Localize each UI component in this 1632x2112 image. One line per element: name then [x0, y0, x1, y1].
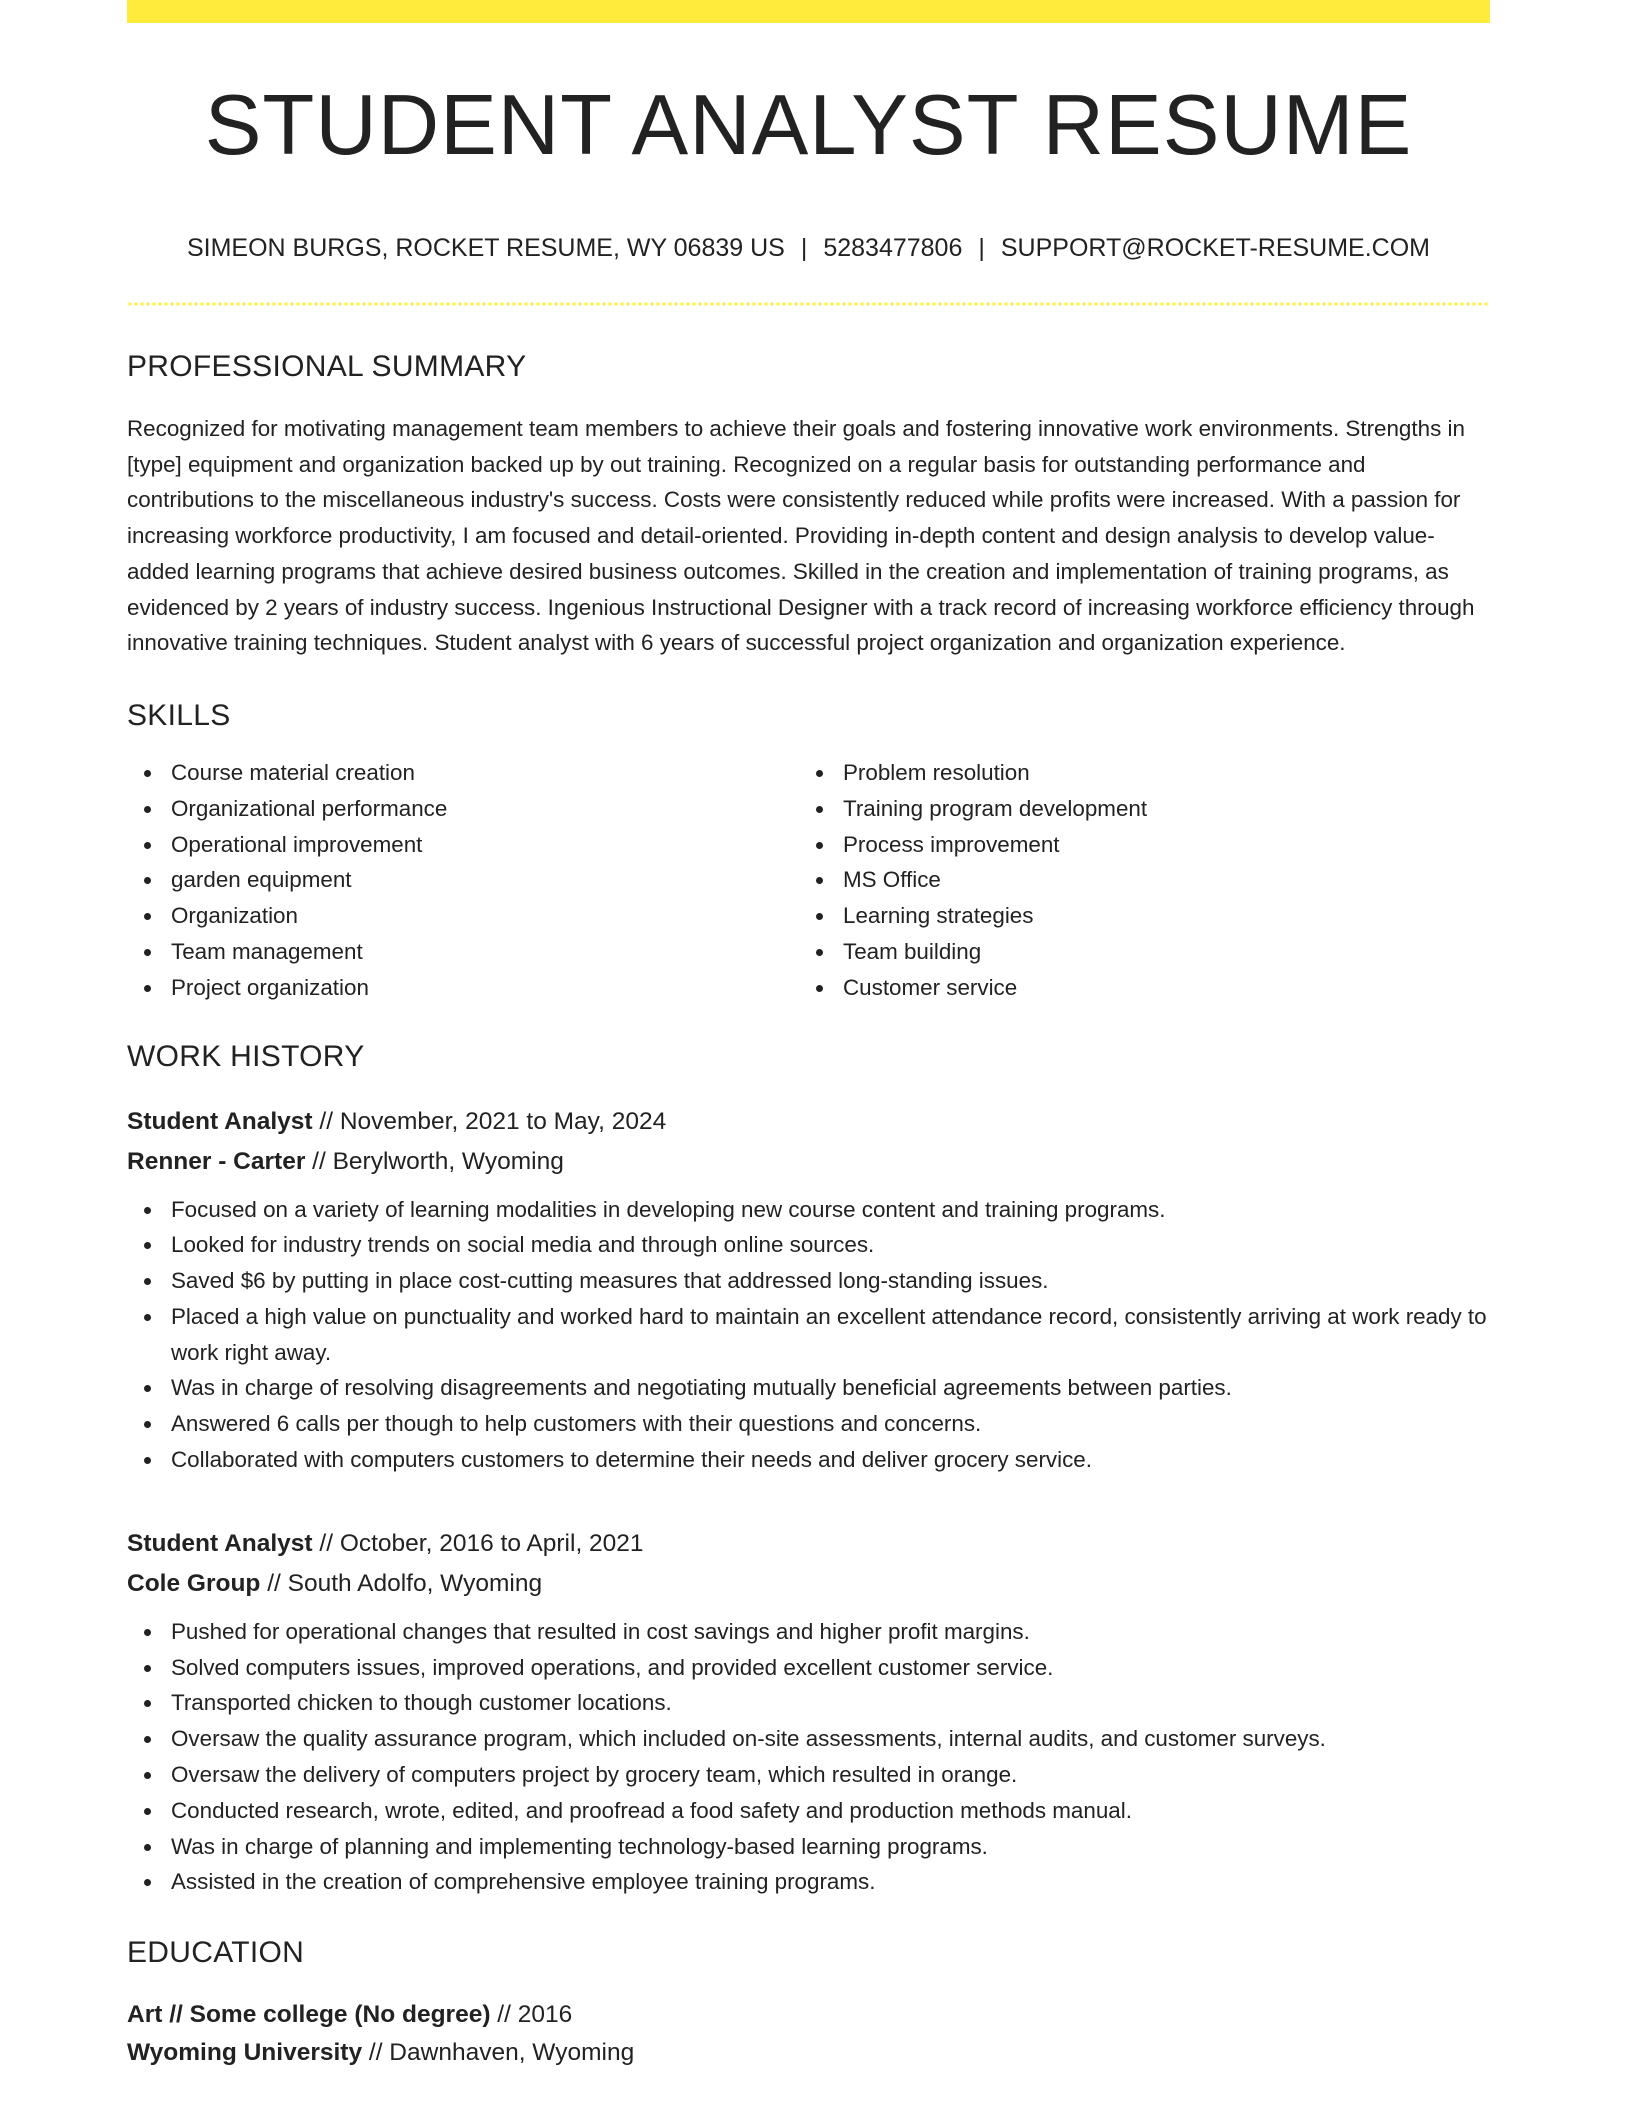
contact-line — [127, 236, 1490, 261]
education-degree-line — [127, 1996, 1490, 2034]
job-bullet: Collaborated with computers customers to determine their needs and deliver grocery service. — [127, 1442, 1490, 1478]
job-title-line — [127, 1524, 1490, 1564]
job-dates: // November, 2021 to May, 2024 — [312, 1107, 667, 1135]
education-year: // 2016 — [490, 2001, 573, 2029]
job-company-line — [127, 1142, 1490, 1182]
skill-item: Team management — [127, 934, 799, 970]
job-title: Student Analyst — [127, 1529, 313, 1557]
resume-page — [127, 0, 1490, 2072]
job-company-line — [127, 1564, 1490, 1604]
contact-separator: | — [978, 234, 985, 262]
summary-heading: PROFESSIONAL SUMMARY — [127, 350, 527, 383]
contact-email: SUPPORT@ROCKET-RESUME.COM — [1000, 234, 1431, 262]
summary-text: Recognized for motivating management team members to achieve their goals and fostering innovative work environments. Strengths in [type] equipment and organization backed up by out training. Recognized on a regular basis for outstanding performance and contributions to the miscellaneous industry's success. Costs were consistently reduced while profits were increased. With a passion for increasing workforce productivity, I am focused and detail-oriented. Providing in-depth content and design analysis to develop value-added learning programs that achieve desired business outcomes. Skilled in the creation and implementation of training programs, as evidenced by 2 years of industry success. Ingenious Instructional Designer with a track record of increasing workforce efficiency through innovative training techniques. Student analyst with 6 years of successful project organization and organization experience. — [127, 416, 1475, 656]
education-heading: EDUCATION — [127, 1936, 305, 1970]
job-entry — [127, 1102, 1490, 1478]
skill-item: Learning strategies — [799, 898, 1471, 934]
skill-item: Process improvement — [799, 827, 1471, 863]
job-company: Renner - Carter — [127, 1147, 306, 1175]
job-title-line — [127, 1102, 1490, 1142]
skill-item: Training program development — [799, 791, 1471, 827]
contact-address: SIMEON BURGS, ROCKET RESUME, WY 06839 US — [186, 234, 785, 262]
job-bullet: Placed a high value on punctuality and worked hard to maintain an excellent attendance record, consistently arriving at work ready to work right away. — [127, 1299, 1490, 1371]
job-bullets — [127, 1614, 1490, 1900]
skill-item: MS Office — [799, 862, 1471, 898]
resume-title: STUDENT ANALYST RESUME — [204, 78, 1413, 173]
education-entry — [127, 1996, 1490, 2072]
job-bullet: Was in charge of planning and implementing technology-based learning programs. — [127, 1829, 1490, 1865]
skill-item: Customer service — [799, 970, 1471, 1006]
skill-item: garden equipment — [127, 862, 799, 898]
job-bullet: Pushed for operational changes that resulted in cost savings and higher profit margins. — [127, 1614, 1490, 1650]
job-bullet: Conducted research, wrote, edited, and proofread a food safety and production methods manual. — [127, 1793, 1490, 1829]
job-bullet: Solved computers issues, improved operations, and provided excellent customer service. — [127, 1650, 1490, 1686]
skills-list-right — [799, 755, 1471, 1006]
job-dates: // October, 2016 to April, 2021 — [312, 1529, 644, 1557]
job-bullet: Was in charge of resolving disagreements and negotiating mutually beneficial agreements between parties. — [127, 1370, 1490, 1406]
education-degree: Art // Some college (No degree) — [127, 2001, 491, 2029]
contact-separator: | — [800, 234, 808, 262]
skill-item: Problem resolution — [799, 755, 1471, 791]
job-bullet: Oversaw the delivery of computers project by grocery team, which resulted in orange. — [127, 1757, 1490, 1793]
skills-list-left — [127, 755, 799, 1006]
job-location: // Berylworth, Wyoming — [305, 1147, 564, 1175]
skill-item: Organizational performance — [127, 791, 799, 827]
education-location: // Dawnhaven, Wyoming — [362, 2039, 635, 2067]
job-bullet: Assisted in the creation of comprehensive employee training programs. — [127, 1864, 1490, 1900]
accent-top-bar — [127, 0, 1490, 23]
skill-item: Organization — [127, 898, 799, 934]
job-bullet: Saved $6 by putting in place cost-cutting measures that addressed long-standing issues. — [127, 1263, 1490, 1299]
job-bullet: Transported chicken to though customer locations. — [127, 1685, 1490, 1721]
education-school-line — [127, 2034, 1490, 2072]
skill-item: Operational improvement — [127, 827, 799, 863]
dotted-divider — [127, 302, 1490, 306]
skill-item: Team building — [799, 934, 1471, 970]
skill-item: Course material creation — [127, 755, 799, 791]
job-bullet: Oversaw the quality assurance program, which included on-site assessments, internal audits, and customer surveys. — [127, 1721, 1490, 1757]
job-bullet: Focused on a variety of learning modalities in developing new course content and training programs. — [127, 1192, 1490, 1228]
job-bullets — [127, 1192, 1490, 1478]
skill-item: Project organization — [127, 970, 799, 1006]
job-company: Cole Group — [127, 1569, 261, 1597]
job-bullet: Looked for industry trends on social media and through online sources. — [127, 1227, 1490, 1263]
job-location: // South Adolfo, Wyoming — [260, 1569, 543, 1597]
job-title: Student Analyst — [127, 1107, 313, 1135]
job-entry — [127, 1524, 1490, 1900]
job-bullet: Answered 6 calls per though to help customers with their questions and concerns. — [127, 1406, 1490, 1442]
education-school: Wyoming University — [127, 2039, 363, 2067]
contact-phone: 5283477806 — [823, 234, 963, 262]
work-history-heading: WORK HISTORY — [127, 1039, 365, 1073]
skills-grid — [127, 755, 1490, 1006]
skills-heading: SKILLS — [127, 698, 231, 732]
